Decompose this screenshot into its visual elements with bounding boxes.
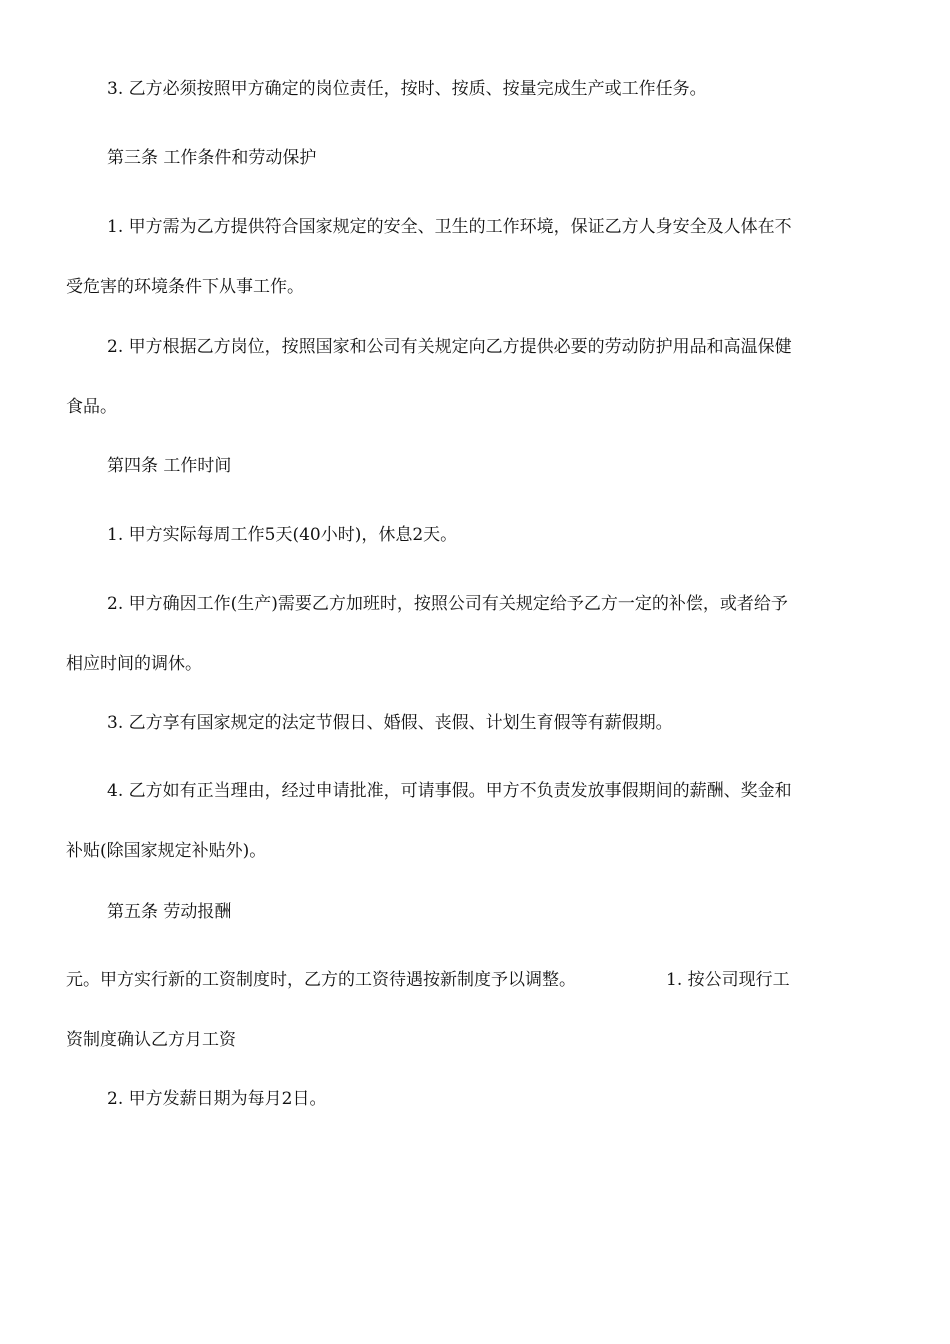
- paragraph-article-4-item-2: [66, 574, 884, 694]
- section-heading-article-3: [66, 128, 884, 188]
- paragraph-clause-2-item-3: [66, 59, 884, 119]
- paragraph-line-1: 2. 甲方确因工作(生产)需要乙方加班时，按照公司有关规定给予乙方一定的补偿，或者给予: [107, 594, 788, 614]
- paragraph-line-1-end: 1. 按公司现行工: [666, 970, 790, 990]
- paragraph-article-4-item-4: [66, 761, 884, 881]
- paragraph-line-2: 补贴(除国家规定补贴外)。: [66, 841, 267, 861]
- paragraph-article-4-item-1: [66, 505, 884, 565]
- paragraph-text: 3. 乙方享有国家规定的法定节假日、婚假、丧假、计划生育假等有薪假期。: [107, 713, 673, 733]
- section-heading-article-4: [66, 436, 884, 496]
- paragraph-article-5-item-2: [66, 1069, 884, 1129]
- paragraph-line-2: 相应时间的调休。: [66, 654, 202, 674]
- paragraph-line-2: 资制度确认乙方月工资: [66, 1030, 236, 1050]
- section-heading-article-5: [66, 882, 884, 942]
- paragraph-text: 1. 甲方实际每周工作5天(40小时)，休息2天。: [107, 525, 458, 545]
- section-heading-text: 第三条 工作条件和劳动保护: [107, 148, 317, 168]
- paragraph-line-1: 1. 甲方需为乙方提供符合国家规定的安全、卫生的工作环境，保证乙方人身安全及人体在不: [107, 217, 792, 237]
- paragraph-article-3-item-1: [66, 197, 884, 317]
- paragraph-article-5-item-1: [66, 950, 884, 1070]
- paragraph-line-1: 2. 甲方根据乙方岗位，按照国家和公司有关规定向乙方提供必要的劳动防护用品和高温保健: [107, 337, 792, 357]
- paragraph-line-2: 受危害的环境条件下从事工作。: [66, 277, 304, 297]
- section-heading-text: 第四条 工作时间: [107, 456, 232, 476]
- paragraph-article-3-item-2: [66, 317, 884, 437]
- paragraph-text: 2. 甲方发薪日期为每月2日。: [107, 1089, 327, 1109]
- section-heading-text: 第五条 劳动报酬: [107, 902, 232, 922]
- paragraph-text: 3. 乙方必须按照甲方确定的岗位责任，按时、按质、按量完成生产或工作任务。: [107, 79, 707, 99]
- paragraph-line-2: 食品。: [66, 397, 117, 417]
- paragraph-line-1: [66, 950, 884, 1010]
- paragraph-line-1-start: 元。甲方实行新的工资制度时，乙方的工资待遇按新制度予以调整。: [66, 970, 576, 990]
- paragraph-line-1: 4. 乙方如有正当理由，经过申请批准，可请事假。甲方不负责发放事假期间的薪酬、奖金和: [107, 781, 792, 801]
- paragraph-article-4-item-3: [66, 693, 884, 753]
